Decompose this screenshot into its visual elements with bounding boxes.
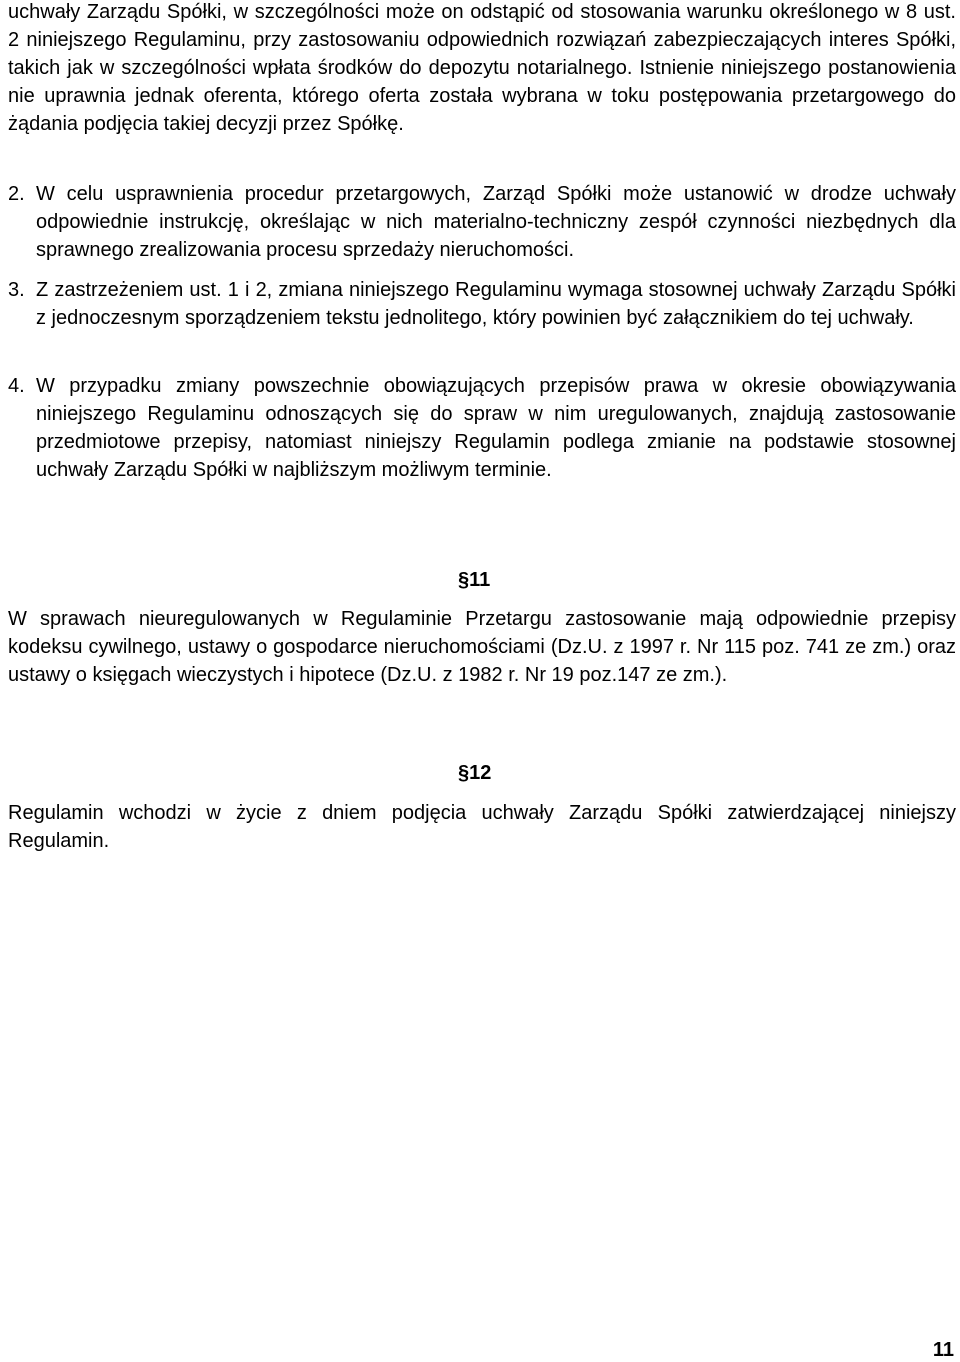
- list-item-text: W przypadku zmiany powszechnie obowiązujących przepisów prawa w okresie obowiązywania niniejszego Regulaminu odnoszących się do spraw w nim uregulowanych, znajdują zastosowanie przedmiotowe przepisy, natomiast niniejszy Regulamin podlega zmianie na podstawie stosownej uchwały Zarządu Spółki w najbliższym możliwym terminie.: [36, 375, 956, 481]
- section-number: 12: [469, 762, 492, 784]
- page-number: 11: [932, 1339, 954, 1361]
- paragraph-continuation: uchwały Zarządu Spółki, w szczególności może on odstąpić od stosowania warunku określonego w 8 ust. 2 niniejszego Regulaminu, przy zastosowaniu odpowiednich rozwiązań zabezpieczających interes Spółki, takich jak w szczególności wpłata środków do depozytu notarialnego. Istnienie niniejszego postanowienia nie uprawnia jednak oferenta, którego oferta została wybrana w toku postępowania przetargowego do żądania podjęcia takiej decyzji przez Spółkę.: [8, 1, 956, 135]
- section-12-text: Regulamin wchodzi w życie z dniem podjęcia uchwały Zarządu Spółki zatwierdzającej niniejszy Regulamin.: [8, 802, 956, 852]
- section-11-text: W sprawach nieuregulowanych w Regulaminie Przetargu zastosowanie mają odpowiednie przepisy kodeksu cywilnego, ustawy o gospodarce nieruchomościami (Dz.U. z 1997 r. Nr 115 poz. 741 ze zm.) oraz ustawy o księgach wieczystych i hipotece (Dz.U. z 1982 r. Nr 19 poz.147 ze zm.).: [8, 608, 956, 686]
- section-heading-11: [458, 566, 490, 594]
- section-heading-12: [458, 759, 491, 787]
- section-number: 11: [469, 569, 491, 591]
- list-item-text: Z zastrzeżeniem ust. 1 i 2, zmiana niniejszego Regulaminu wymaga stosownej uchwały Zarządu Spółki z jednoczesnym sporządzeniem tekstu jednolitego, który powinien być załącznikiem do tej uchwały.: [36, 279, 956, 329]
- section-sign: §: [458, 569, 470, 591]
- section-sign: §: [458, 762, 470, 784]
- list-item-number: 3.: [8, 279, 25, 301]
- list-item-number: 4.: [8, 375, 25, 397]
- list-item-text: W celu usprawnienia procedur przetargowych, Zarząd Spółki może ustanowić w drodze uchwały odpowiednie instrukcję, określając w nich materialno-techniczny zespół czynności niezbędnych dla sprawnego zrealizowania procesu sprzedaży nieruchomości.: [36, 183, 956, 261]
- list-item-number: 2.: [8, 183, 25, 205]
